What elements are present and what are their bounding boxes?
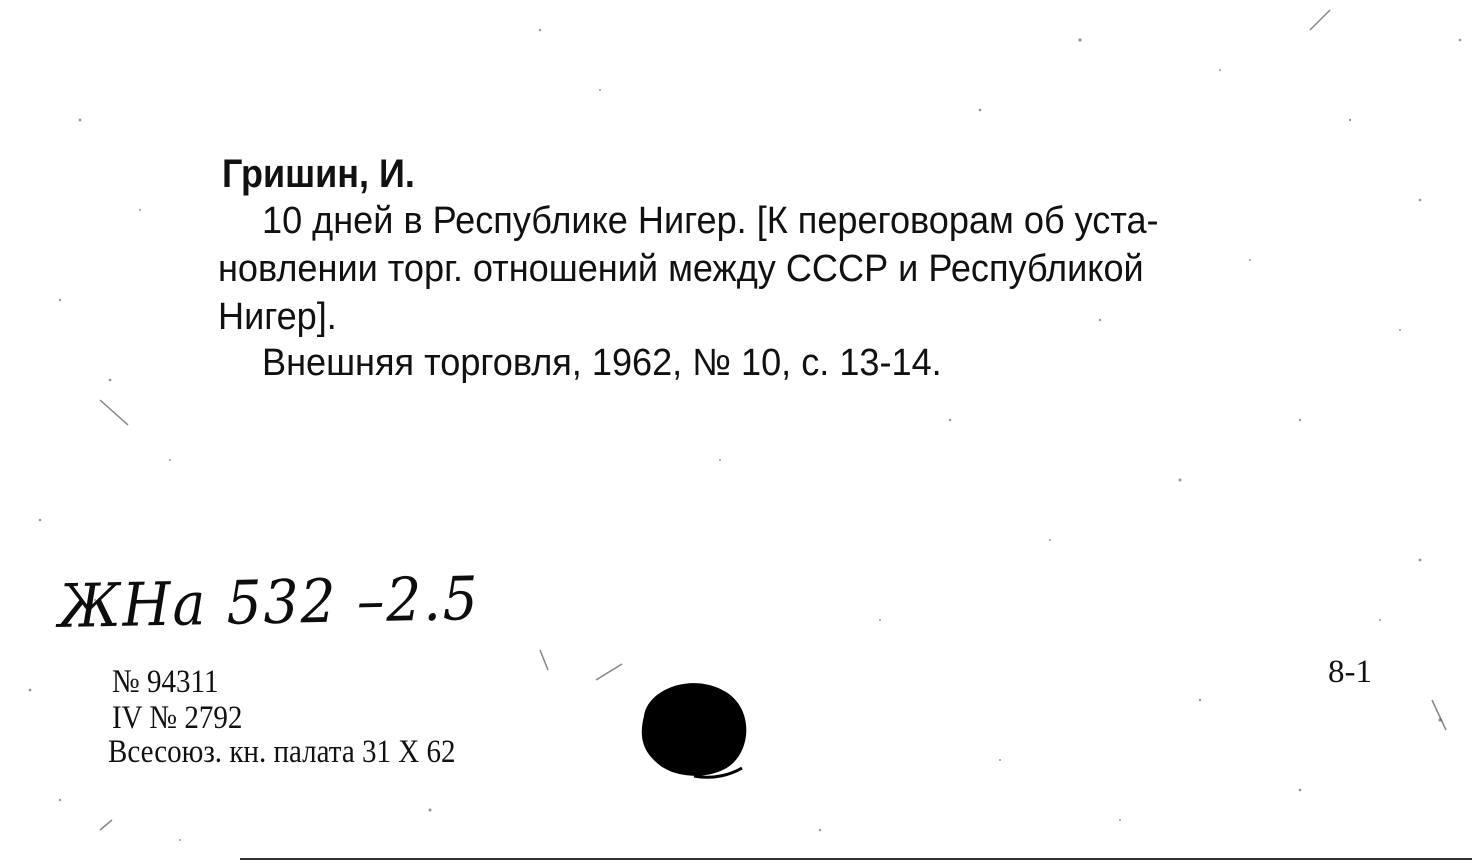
handwritten-shelf-mark: ЖНа 532 –2.5 — [58, 564, 481, 642]
classification-code: 8-1 — [1328, 654, 1372, 690]
punch-hole — [634, 676, 750, 780]
author-heading: Гришин, И. — [222, 152, 415, 196]
title-line-2: новлении торг. отношений между СССР и Республикой — [218, 248, 1144, 290]
title-line-3: Нигер]. — [218, 296, 337, 338]
publisher-line: Всесоюз. кн. палата 31 X 62 — [108, 734, 456, 770]
series-number: IV № 2792 — [112, 700, 243, 736]
title-line-1: 10 дней в Республике Нигер. [К переговорам об уста- — [262, 200, 1159, 242]
card-bottom-edge — [240, 858, 1472, 860]
source-citation: Внешняя торговля, 1962, № 10, с. 13-14. — [262, 342, 942, 384]
record-number: № 94311 — [112, 664, 219, 700]
